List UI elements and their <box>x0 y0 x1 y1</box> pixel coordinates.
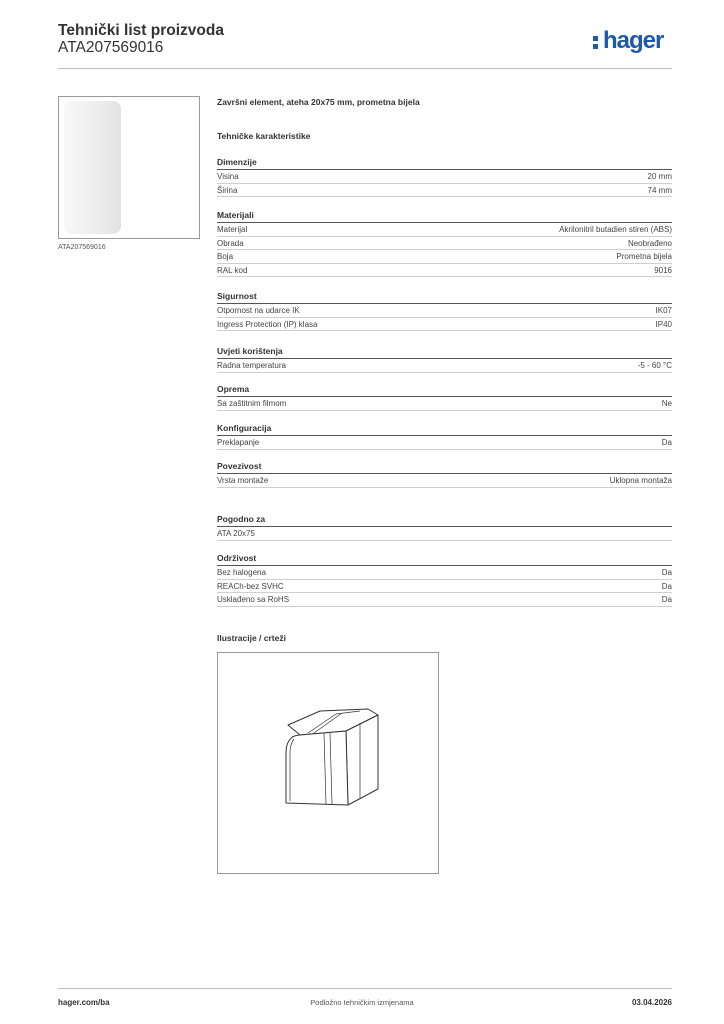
spec-row <box>217 184 672 198</box>
illustrations-title: Ilustracije / crteži <box>217 633 286 643</box>
spec-value: Da <box>661 595 672 604</box>
spec-label: Sa zaštitnim filmom <box>217 399 287 408</box>
spec-value: Uklopna montaža <box>609 476 672 485</box>
product-photo-shape <box>64 101 121 234</box>
spec-section <box>217 210 672 277</box>
spec-label: Širina <box>217 185 238 195</box>
spec-value: Da <box>661 581 672 591</box>
spec-row <box>217 474 672 488</box>
spec-row <box>217 359 672 373</box>
spec-value: Neobrađeno <box>627 238 672 248</box>
logo-text: hager <box>603 27 664 54</box>
spec-section <box>217 461 672 488</box>
header-divider <box>58 68 672 69</box>
spec-section <box>217 157 672 197</box>
spec-row <box>217 223 672 237</box>
product-image <box>58 96 200 239</box>
product-code: ATA207569016 <box>58 39 164 56</box>
spec-label: Vrsta montaže <box>217 476 269 485</box>
spec-label: REACh-bez SVHC <box>217 581 284 591</box>
logo-colon-mark <box>593 31 601 51</box>
spec-value: IP40 <box>655 319 672 329</box>
spec-value: Ne <box>661 399 672 408</box>
spec-label: RAL kod <box>217 265 248 275</box>
spec-value: Akrilonitril butadien stiren (ABS) <box>559 225 672 234</box>
spec-section <box>217 346 672 373</box>
product-description: Završni element, ateha 20x75 mm, prometna bijela <box>217 97 420 107</box>
document-title: Tehnički list proizvoda <box>58 22 224 39</box>
spec-section <box>217 514 672 541</box>
spec-row <box>217 318 672 332</box>
spec-label: Ingress Protection (IP) klasa <box>217 319 318 329</box>
spec-section <box>217 291 672 331</box>
spec-label: Visina <box>217 172 239 181</box>
spec-row <box>217 237 672 251</box>
spec-value: IK07 <box>655 306 672 315</box>
spec-section-title: Održivost <box>217 553 672 566</box>
spec-row <box>217 566 672 580</box>
spec-value: Prometna bijela <box>616 252 672 261</box>
spec-value: -5 - 60 °C <box>637 361 672 370</box>
drawing-right-face <box>346 715 378 805</box>
spec-label: Obrada <box>217 238 244 248</box>
spec-label: Otpornost na udarce IK <box>217 306 300 315</box>
footer-website: hager.com/ba <box>58 998 110 1007</box>
footer-date: 03.04.2026 <box>631 998 672 1007</box>
spec-label: Boja <box>217 252 234 261</box>
isometric-drawing <box>218 653 438 873</box>
spec-section-title: Materijali <box>217 210 672 223</box>
spec-row <box>217 580 672 594</box>
spec-label: Preklapanje <box>217 438 260 447</box>
spec-row <box>217 527 672 541</box>
spec-row <box>217 593 672 607</box>
spec-section-title: Uvjeti korištenja <box>217 346 672 359</box>
drawing-front-face <box>286 731 348 805</box>
hager-logo <box>593 27 663 55</box>
spec-value: Da <box>661 438 672 447</box>
spec-label: Bez halogena <box>217 568 266 577</box>
spec-label: ATA 20x75 <box>217 529 255 538</box>
spec-section <box>217 423 672 450</box>
spec-section <box>217 384 672 411</box>
spec-label: Usklađeno sa RoHS <box>217 595 290 604</box>
spec-section <box>217 553 672 607</box>
product-image-caption: ATA207569016 <box>58 244 106 251</box>
spec-section-title: Konfiguracija <box>217 423 672 436</box>
technical-characteristics-title: Tehničke karakteristike <box>217 131 311 141</box>
spec-value: 9016 <box>654 265 672 275</box>
product-drawing <box>217 652 439 874</box>
spec-row <box>217 304 672 318</box>
spec-section-title: Povezivost <box>217 461 672 474</box>
spec-label: Radna temperatura <box>217 361 286 370</box>
spec-row <box>217 250 672 264</box>
spec-label: Materijal <box>217 225 248 234</box>
spec-section-title: Sigurnost <box>217 291 672 304</box>
spec-section-title: Pogodno za <box>217 514 672 527</box>
spec-row <box>217 264 672 278</box>
spec-value: 74 mm <box>647 185 672 195</box>
spec-section-title: Oprema <box>217 384 672 397</box>
footer-divider <box>58 988 672 989</box>
spec-row <box>217 436 672 450</box>
spec-row <box>217 397 672 411</box>
spec-value: 20 mm <box>647 172 672 181</box>
footer-notice: Podložno tehničkim izmjenama <box>310 998 414 1007</box>
spec-value: Da <box>661 568 672 577</box>
spec-row <box>217 170 672 184</box>
spec-section-title: Dimenzije <box>217 157 672 170</box>
